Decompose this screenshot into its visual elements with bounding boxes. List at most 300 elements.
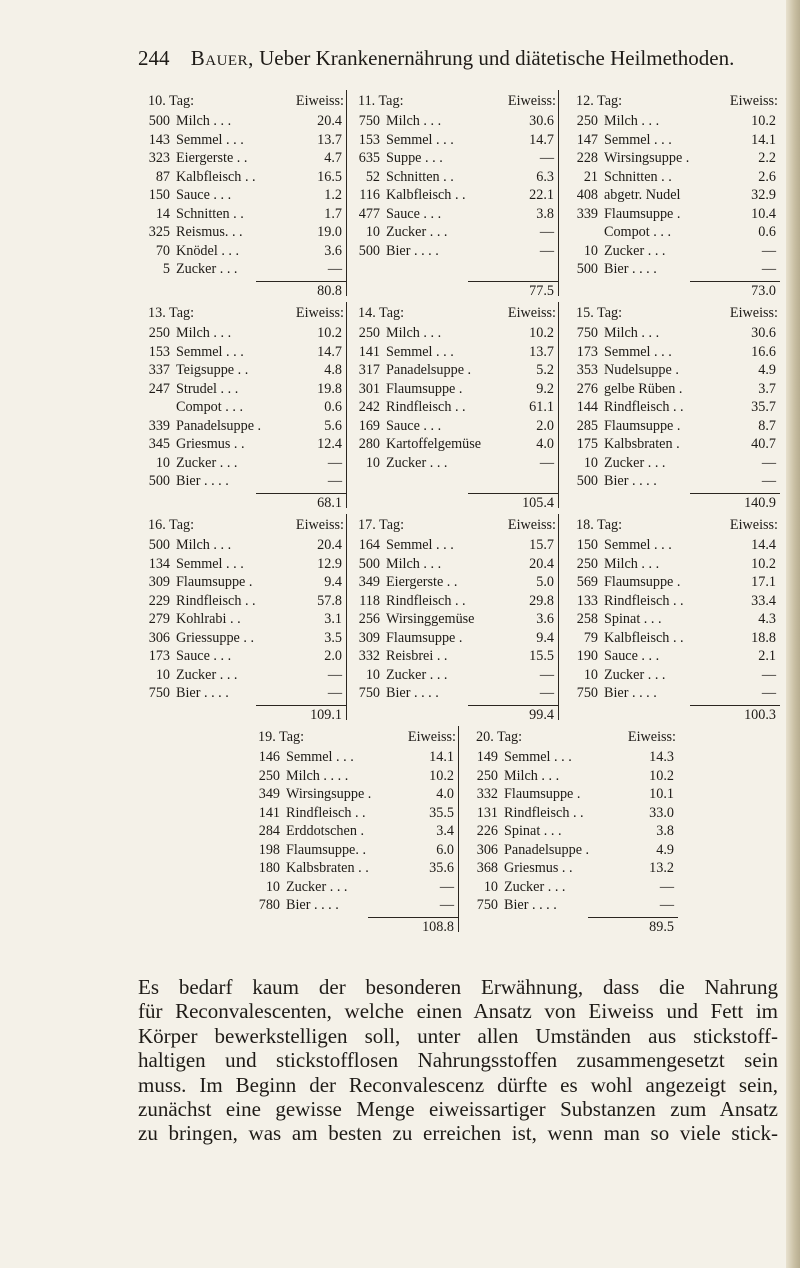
quantity-cell: 500 (576, 261, 598, 277)
protein-cell: — (761, 454, 776, 471)
food-cell: Sauce . . . (604, 648, 660, 664)
table-row (566, 131, 780, 150)
food-cell: Zucker . . . (386, 454, 448, 471)
food-cell: Kalbfleisch . . (386, 187, 466, 203)
quantity-cell: 21 (583, 168, 598, 185)
table-row (566, 610, 780, 629)
protein-cell: — (327, 685, 342, 701)
table-row (348, 536, 558, 555)
protein-cell: — (539, 666, 554, 683)
quantity-cell: 10 (155, 666, 170, 683)
table-row (248, 748, 458, 767)
food-cell: Flaumsuppe . (604, 574, 681, 590)
table-row (348, 149, 558, 168)
protein-cell: — (539, 224, 554, 240)
quantity-cell: 368 (476, 860, 498, 876)
protein-cell: — (539, 150, 554, 166)
food-cell: Compot . . . (604, 224, 672, 240)
day-total: 77.5 (468, 281, 558, 301)
quantity-cell: 143 (148, 131, 170, 148)
day-label: 11. Tag: (358, 93, 404, 109)
day-table (566, 302, 780, 511)
quantity-cell: 256 (358, 611, 380, 627)
quantity-cell: 87 (155, 168, 170, 185)
protein-cell: 40.7 (751, 436, 776, 452)
quantity-cell: 306 (476, 841, 498, 858)
food-cell: Zucker . . . (504, 878, 566, 895)
table-row (566, 223, 780, 242)
table-row (348, 242, 558, 261)
food-cell: Semmel . . . (604, 537, 672, 553)
table-row (138, 666, 346, 685)
food-cell: Schnitten . . (604, 168, 672, 185)
food-cell: Suppe . . . (386, 150, 443, 166)
quantity-cell: 750 (148, 685, 170, 701)
food-cell: Semmel . . . (176, 555, 244, 572)
protein-column-label: Eiweiss: (407, 729, 456, 745)
protein-cell: 4.7 (324, 150, 342, 166)
protein-cell: 10.1 (649, 786, 674, 802)
table-row (348, 592, 558, 611)
food-cell: Kalbsbraten . . (286, 860, 369, 876)
food-cell: Sauce . . . (386, 417, 442, 434)
protein-cell: 6.0 (436, 841, 454, 858)
quantity-cell: 285 (576, 417, 598, 434)
table-row (348, 435, 558, 454)
quantity-cell: 750 (358, 685, 380, 701)
protein-cell: 61.1 (529, 399, 554, 415)
table-row (138, 380, 346, 399)
table-row (138, 361, 346, 380)
protein-cell: 2.0 (536, 417, 554, 434)
table-row (466, 785, 678, 804)
protein-cell: 4.0 (436, 786, 454, 802)
quantity-cell: 250 (576, 555, 598, 572)
food-cell: Sauce . . . (386, 205, 442, 222)
protein-cell: — (539, 454, 554, 471)
table-row (466, 859, 678, 878)
author-name: Bauer, (190, 46, 254, 70)
protein-cell: 14.1 (751, 131, 776, 148)
food-cell: Zucker . . . (176, 666, 238, 683)
day-header (348, 90, 558, 112)
protein-cell: 6.3 (536, 168, 554, 185)
paragraph-line: Es bedarf kaum der besonderen Erwähnung, dass die Nahrung (138, 975, 778, 999)
food-cell: Milch . . . . (286, 767, 349, 784)
food-cell: Flaumsuppe. . (286, 841, 366, 858)
table-row (566, 324, 780, 343)
protein-cell: 3.8 (536, 205, 554, 222)
protein-cell: 30.6 (751, 325, 776, 341)
day-header (348, 302, 558, 324)
food-cell: Griesmus . . (504, 860, 573, 876)
food-cell: Rindfleisch . . (504, 804, 584, 821)
protein-cell: 29.8 (529, 592, 554, 609)
quantity-cell: 284 (258, 823, 280, 839)
table-row (348, 417, 558, 436)
quantity-cell: 10 (155, 454, 170, 471)
quantity-cell: 339 (148, 417, 170, 434)
food-cell: Milch . . . (604, 113, 660, 129)
quantity-cell: 228 (576, 150, 598, 166)
quantity-cell: 250 (576, 113, 598, 129)
page-title: Ueber Krankenernährung und diätetische Heilmethoden. (259, 46, 735, 70)
protein-cell: — (327, 261, 342, 277)
protein-cell: 33.4 (751, 592, 776, 609)
table-row (566, 454, 780, 473)
protein-cell: 13.2 (649, 860, 674, 876)
table-row (348, 454, 558, 473)
protein-cell: 30.6 (529, 113, 554, 129)
table-row (138, 149, 346, 168)
table-row (348, 131, 558, 150)
quantity-cell: 10 (265, 878, 280, 895)
protein-cell: 14.7 (529, 131, 554, 148)
protein-cell: 16.6 (751, 343, 776, 360)
table-row (138, 324, 346, 343)
protein-cell: 4.9 (656, 841, 674, 858)
food-cell: Wirsinggemüse (386, 611, 475, 627)
protein-cell: 5.2 (536, 362, 554, 378)
quantity-cell: 309 (148, 574, 170, 590)
quantity-cell: 332 (476, 786, 498, 802)
quantity-cell: 500 (148, 537, 170, 553)
quantity-cell: 750 (476, 897, 498, 913)
quantity-cell: 150 (576, 537, 598, 553)
protein-cell: 22.1 (529, 187, 554, 203)
food-cell: Flaumsuppe . (386, 629, 463, 646)
table-row (348, 112, 558, 131)
table-row (138, 536, 346, 555)
protein-cell: — (327, 666, 342, 683)
protein-cell: 10.2 (317, 325, 342, 341)
protein-cell: — (761, 685, 776, 701)
food-cell: Milch . . . (386, 325, 442, 341)
quantity-cell: 10 (583, 242, 598, 259)
quantity-cell: 750 (576, 685, 598, 701)
table-row (566, 242, 780, 261)
paragraph-line: zu bringen, was am besten zu erreichen ist, wenn man so viele stick- (138, 1121, 778, 1146)
table-row (138, 573, 346, 592)
food-cell: Compot . . . (176, 399, 244, 415)
food-cell: Kohlrabi . . (176, 611, 241, 627)
protein-cell: 3.6 (536, 611, 554, 627)
food-cell: Zucker . . . (176, 454, 238, 471)
table-row (566, 417, 780, 436)
table-row (138, 131, 346, 150)
food-cell: Rindfleisch . . (604, 592, 684, 609)
day-total: 105.4 (468, 493, 558, 513)
quantity-cell: 116 (359, 187, 380, 203)
day-total: 68.1 (256, 493, 346, 513)
protein-cell: 10.2 (751, 113, 776, 129)
day-header (566, 514, 780, 536)
table-row (466, 896, 678, 915)
protein-cell: 20.4 (317, 537, 342, 553)
protein-cell: 1.7 (324, 205, 342, 222)
protein-cell: 8.7 (758, 417, 776, 434)
quantity-cell: 141 (358, 343, 380, 360)
table-row (566, 647, 780, 666)
day-table (248, 726, 459, 935)
protein-cell: 18.8 (751, 629, 776, 646)
table-row (566, 168, 780, 187)
protein-cell: 19.8 (317, 380, 342, 397)
food-cell: Semmel . . . (604, 131, 672, 148)
day-table (566, 90, 780, 299)
day-header (466, 726, 678, 748)
table-row (138, 684, 346, 703)
protein-cell: 5.6 (324, 417, 342, 434)
quantity-cell: 150 (148, 187, 170, 203)
table-row (348, 324, 558, 343)
day-label: 13. Tag: (148, 305, 195, 321)
table-row (566, 343, 780, 362)
food-cell: Schnitten . . (176, 205, 244, 222)
food-cell: Rindfleisch . . (386, 592, 466, 609)
food-cell: Bier . . . . (604, 261, 657, 277)
table-row (566, 149, 780, 168)
protein-cell: 33.0 (649, 804, 674, 821)
protein-column-label: Eiweiss: (295, 93, 344, 109)
quantity-cell: 500 (148, 473, 170, 489)
protein-cell: — (761, 242, 776, 259)
day-total: 100.3 (690, 705, 780, 725)
food-cell: Milch . . . (604, 555, 660, 572)
protein-column-label: Eiweiss: (627, 729, 676, 745)
quantity-cell: 250 (148, 325, 170, 341)
quantity-cell: 144 (576, 399, 598, 415)
quantity-cell: 175 (576, 436, 598, 452)
quantity-cell (138, 398, 176, 417)
food-cell: Bier . . . . (604, 685, 657, 701)
table-row (566, 398, 780, 417)
protein-cell: 2.6 (758, 168, 776, 185)
day-table (138, 90, 347, 299)
day-header (348, 514, 558, 536)
protein-cell: 10.2 (529, 325, 554, 341)
food-cell: Bier . . . . (604, 473, 657, 489)
protein-cell: 4.0 (536, 436, 554, 452)
food-cell: Spinat . . . (504, 823, 562, 839)
table-row (138, 223, 346, 242)
quantity-cell: 317 (358, 362, 380, 378)
table-row (566, 592, 780, 611)
quantity-cell: 10 (583, 454, 598, 471)
quantity-cell: 569 (576, 574, 598, 590)
food-cell: Bier . . . . (176, 685, 229, 701)
protein-cell: 20.4 (317, 113, 342, 129)
quantity-cell: 173 (148, 648, 170, 664)
protein-cell: 2.0 (324, 648, 342, 664)
food-cell: Wirsingsuppe . (604, 150, 690, 166)
protein-cell: 13.7 (317, 131, 342, 148)
day-total: 99.4 (468, 705, 558, 725)
food-cell: Semmel . . . (386, 537, 454, 553)
day-table (348, 90, 559, 299)
table-row (348, 555, 558, 574)
table-row (248, 878, 458, 897)
paragraph-line: für Reconvalescenten, welche einen Ansatz von Eiweiss und Fett im (138, 999, 778, 1024)
food-cell: Semmel . . . (176, 131, 244, 148)
food-cell: abgetr. Nudel (604, 187, 681, 203)
protein-cell: 3.8 (656, 823, 674, 839)
day-label: 12. Tag: (576, 93, 623, 109)
protein-cell: — (539, 242, 554, 259)
protein-cell: — (439, 897, 454, 913)
quantity-cell: 635 (358, 150, 380, 166)
protein-cell: 32.9 (751, 187, 776, 203)
food-cell: Rindfleisch . . (176, 592, 256, 609)
quantity-cell: 247 (148, 380, 170, 397)
quantity-cell: 337 (148, 362, 170, 378)
paragraph-line: zunächst eine gewisse Menge eiweissartiger Substanzen zum Ansatz (138, 1096, 778, 1121)
protein-cell: — (327, 454, 342, 471)
protein-column-label: Eiweiss: (507, 517, 556, 533)
protein-column-label: Eiweiss: (295, 305, 344, 321)
table-row (348, 380, 558, 399)
table-row (348, 398, 558, 417)
food-cell: Eiergerste . . (176, 150, 248, 166)
day-header (566, 90, 780, 112)
food-cell: Rindfleisch . . (386, 399, 466, 415)
protein-cell: — (761, 666, 776, 683)
food-cell: Bier . . . . (386, 242, 439, 259)
page-number: 244 (138, 46, 170, 70)
quantity-cell: 10 (583, 666, 598, 683)
table-row (566, 186, 780, 205)
quantity-cell: 153 (358, 131, 380, 148)
table-row (138, 205, 346, 224)
food-cell: Kartoffelgemüse (386, 436, 482, 452)
day-total: 80.8 (256, 281, 346, 301)
quantity-cell: 164 (358, 537, 380, 553)
table-row (348, 168, 558, 187)
protein-column-label: Eiweiss: (507, 305, 556, 321)
food-cell: Zucker . . . (604, 242, 666, 259)
quantity-cell: 323 (148, 150, 170, 166)
day-label: 20. Tag: (476, 729, 523, 745)
protein-cell: 10.4 (751, 205, 776, 222)
day-total: 140.9 (690, 493, 780, 513)
protein-cell: 20.4 (529, 555, 554, 572)
day-header (138, 90, 346, 112)
protein-cell: 10.2 (429, 767, 454, 784)
food-cell: Kalbfleisch . . (604, 629, 684, 646)
food-cell: Strudel . . . (176, 380, 239, 397)
table-row (248, 841, 458, 860)
table-row (248, 859, 458, 878)
protein-cell: 12.4 (317, 436, 342, 452)
paragraph-line: Körper bewerkstelligen soll, unter allen Umständen aus stickstoff- (138, 1023, 778, 1048)
quantity-cell: 280 (358, 436, 380, 452)
food-cell: Milch . . . (604, 325, 660, 341)
table-row (138, 555, 346, 574)
quantity-cell: 14 (155, 205, 170, 222)
quantity-cell: 131 (476, 804, 498, 821)
food-cell: Flaumsuppe . (604, 417, 681, 434)
protein-cell: 9.4 (536, 629, 554, 646)
table-row (348, 684, 558, 703)
day-label: 18. Tag: (576, 517, 623, 533)
day-table (348, 514, 559, 723)
table-row (348, 205, 558, 224)
food-cell: Semmel . . . (386, 131, 454, 148)
protein-cell: 3.4 (436, 823, 454, 839)
table-row (348, 186, 558, 205)
table-row (348, 573, 558, 592)
day-label: 19. Tag: (258, 729, 305, 745)
table-row (348, 343, 558, 362)
quantity-cell: 118 (359, 592, 380, 609)
protein-cell: — (439, 878, 454, 895)
table-row (138, 242, 346, 261)
day-table (466, 726, 678, 935)
quantity-cell: 339 (576, 205, 598, 222)
protein-column-label: Eiweiss: (507, 93, 556, 109)
food-cell: Nudelsuppe . (604, 362, 679, 378)
food-cell: Flaumsuppe . (604, 205, 681, 222)
protein-cell: 2.2 (758, 150, 776, 166)
quantity-cell: 141 (258, 804, 280, 821)
quantity-cell: 477 (358, 205, 380, 222)
protein-column-label: Eiweiss: (729, 517, 778, 533)
page-edge (786, 0, 800, 1268)
protein-cell: — (761, 261, 776, 277)
table-row (248, 785, 458, 804)
table-row (466, 878, 678, 897)
table-row (566, 536, 780, 555)
food-cell: Zucker . . . (604, 454, 666, 471)
day-table (138, 514, 347, 723)
protein-cell: 14.7 (317, 343, 342, 360)
table-row (566, 666, 780, 685)
table-row (566, 472, 780, 491)
quantity-cell: 10 (365, 224, 380, 240)
quantity-cell: 146 (258, 749, 280, 765)
table-row (566, 380, 780, 399)
quantity-cell: 500 (148, 113, 170, 129)
table-row (566, 112, 780, 131)
food-cell: Schnitten . . (386, 168, 454, 185)
table-row (348, 610, 558, 629)
protein-cell: 3.1 (324, 611, 342, 627)
table-row (566, 260, 780, 279)
quantity-cell: 173 (576, 343, 598, 360)
protein-cell: 3.5 (324, 629, 342, 646)
table-row (138, 343, 346, 362)
food-cell: Semmel . . . (604, 343, 672, 360)
day-label: 14. Tag: (358, 305, 405, 321)
food-cell: Griesmus . . (176, 436, 245, 452)
table-row (248, 822, 458, 841)
table-row (348, 647, 558, 666)
table-row (248, 804, 458, 823)
day-total: 109.1 (256, 705, 346, 725)
quantity-cell: 190 (576, 648, 598, 664)
day-total: 89.5 (588, 917, 678, 937)
food-cell: Wirsingsuppe . (286, 786, 372, 802)
quantity-cell: 180 (258, 860, 280, 876)
quantity-cell: 750 (358, 113, 380, 129)
protein-cell: 9.2 (536, 380, 554, 397)
table-row (348, 666, 558, 685)
food-cell: Semmel . . . (286, 749, 354, 765)
protein-cell: — (659, 878, 674, 895)
quantity-cell: 750 (576, 325, 598, 341)
protein-cell: 5.0 (536, 574, 554, 590)
protein-cell: 0.6 (324, 399, 342, 415)
